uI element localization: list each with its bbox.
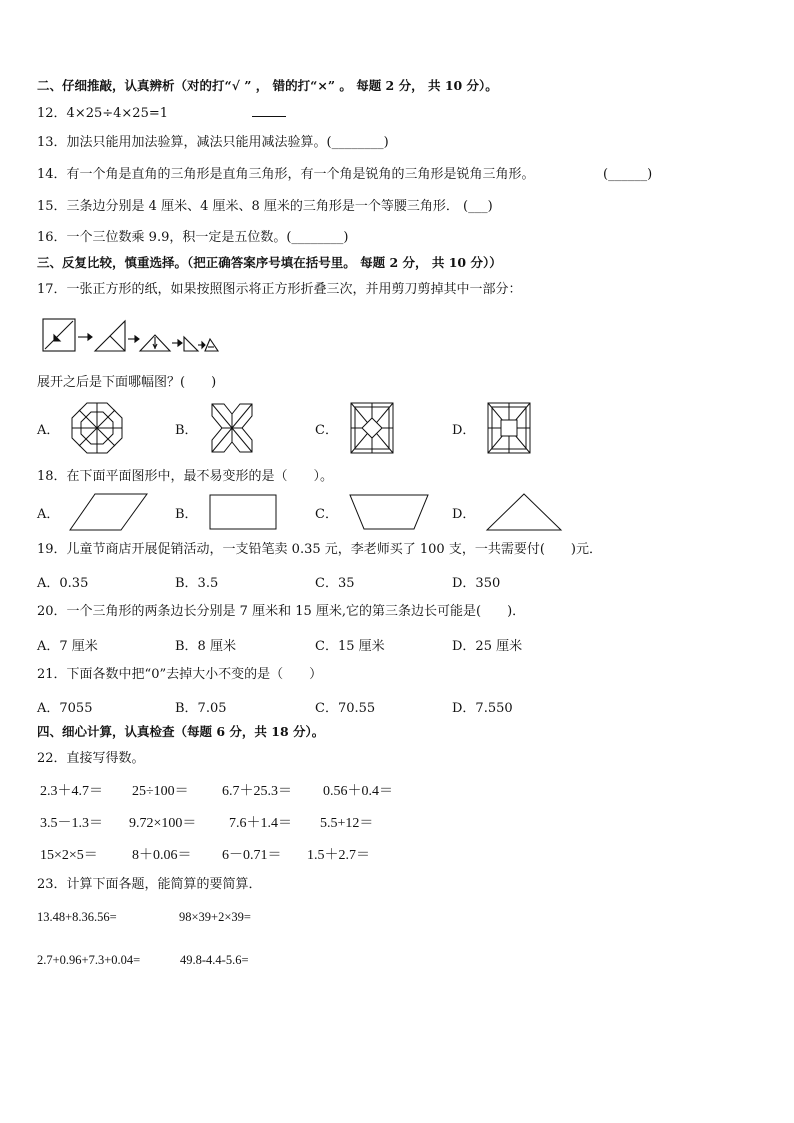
option-19-d[interactable]: D．350 — [452, 576, 501, 591]
option-label: D． — [452, 422, 476, 438]
square-diamond-figure — [348, 400, 396, 456]
simplify-item[interactable]: 49.8-4.4-5.6= — [180, 953, 249, 967]
option-20-a[interactable]: A．7 厘米 — [37, 639, 98, 654]
option-17-b[interactable] — [175, 398, 256, 458]
question-17-options — [37, 398, 757, 458]
question-12 — [37, 104, 286, 123]
question-14 — [37, 166, 653, 184]
option-21-c[interactable]: C．70.55 — [315, 701, 376, 716]
calc-item[interactable]: 6－0.71＝ — [222, 848, 282, 863]
octagon-figure — [69, 400, 125, 456]
option-17-c[interactable] — [315, 398, 396, 458]
answer-blank[interactable] — [252, 104, 286, 117]
simplify-item[interactable]: 98×39+2×39= — [179, 910, 251, 924]
option-19-c[interactable]: C．35 — [315, 576, 355, 591]
question-19: 19．儿童节商店开展促销活动，一支铅笔卖 0.35 元，李老师买了 100 支，一共需要付( )元． — [37, 542, 602, 557]
simplify-item[interactable]: 13.48+8.36.56= — [37, 910, 117, 924]
cross-cut-figure — [208, 400, 256, 456]
section-3-heading: 三、反复比较，慎重选择。（把正确答案序号填在括号里。 每题 2 分， 共 10 分）） — [37, 255, 502, 270]
calc-item[interactable]: 15×2×5＝ — [40, 848, 98, 863]
section-2-heading: 二、仔细推敲，认真辨析（对的打“√ ” ， 错的打“×” 。 每题 2 分， 共 10 分）。 — [37, 78, 498, 93]
option-20-c[interactable]: C．15 厘米 — [315, 639, 385, 654]
calc-item[interactable]: 5.5+12＝ — [320, 816, 374, 831]
option-21-a[interactable]: A．7055 — [37, 701, 93, 716]
fold-step-cut — [205, 339, 218, 351]
calc-item[interactable]: 2.3＋4.7＝ — [40, 784, 103, 799]
calc-item[interactable]: 1.5＋2.7＝ — [307, 848, 370, 863]
option-18-c[interactable] — [315, 490, 430, 534]
calc-item[interactable]: 9.72×100＝ — [129, 816, 197, 831]
question-13: 13．加法只能用加法验算，减法只能用减法验算。(________) — [37, 135, 389, 150]
question-20: 20．一个三角形的两条边长分别是 7 厘米和 15 厘米,它的第三条边长可能是( )． — [37, 604, 526, 619]
option-label: C． — [315, 506, 338, 522]
section-4-heading: 四、细心计算，认真检查（每题 6 分，共 18 分）。 — [37, 724, 325, 739]
option-19-a[interactable]: A．0.35 — [37, 576, 89, 591]
question-12-text: 12．4×25÷4×25=1 — [37, 106, 169, 121]
option-label: A． — [37, 422, 60, 438]
option-18-d[interactable] — [452, 490, 563, 534]
option-20-b[interactable]: B．8 厘米 — [175, 639, 236, 654]
question-16: 16．一个三位数乘 9.9，积一定是五位数。(________) — [37, 230, 349, 245]
fold-step-triangle-3 — [184, 337, 198, 351]
square-inner-square-figure — [485, 400, 533, 456]
simplify-item[interactable]: 2.7+0.96+7.3+0.04= — [37, 953, 141, 967]
option-19-b[interactable]: B．3.5 — [175, 576, 219, 591]
question-18: 18．在下面平面图形中，最不易变形的是（ ）。 — [37, 469, 334, 484]
option-18-b[interactable] — [175, 490, 278, 534]
calc-item[interactable]: 6.7＋25.3＝ — [222, 784, 292, 799]
option-21-b[interactable]: B．7.05 — [175, 701, 227, 716]
option-label: C． — [315, 422, 338, 438]
option-label: D． — [452, 506, 476, 522]
option-20-d[interactable]: D．25 厘米 — [452, 639, 523, 654]
option-17-d[interactable] — [452, 398, 533, 458]
folding-steps-diagram — [40, 315, 220, 357]
calc-item[interactable]: 0.56＋0.4＝ — [323, 784, 393, 799]
option-label: B． — [175, 506, 198, 522]
calc-item[interactable]: 8＋0.06＝ — [132, 848, 192, 863]
question-21: 21．下面各数中把“0”去掉大小不变的是（ ） — [37, 667, 323, 682]
rectangle-shape — [208, 491, 278, 533]
question-17-prompt: 展开之后是下面哪幅图？( ) — [37, 375, 217, 390]
question-17: 17．一张正方形的纸，如果按照图示将正方形折叠三次，并用剪刀剪掉其中一部分： — [37, 282, 522, 297]
calc-item[interactable]: 7.6＋1.4＝ — [229, 816, 292, 831]
option-label: B． — [175, 422, 198, 438]
option-label: A． — [37, 506, 60, 522]
question-14-blank[interactable]: (______) — [603, 167, 653, 182]
triangle-shape — [485, 491, 563, 533]
question-18-options — [37, 490, 757, 534]
option-21-d[interactable]: D．7.550 — [452, 701, 513, 716]
parallelogram-shape — [69, 491, 149, 533]
question-23: 23．计算下面各题，能简算的要简算． — [37, 877, 262, 892]
trapezoid-shape — [348, 491, 430, 533]
calc-item[interactable]: 3.5－1.3＝ — [40, 816, 103, 831]
option-17-a[interactable] — [37, 398, 125, 458]
calc-item[interactable]: 25÷100＝ — [132, 784, 189, 799]
option-18-a[interactable] — [37, 490, 149, 534]
question-14-text: 14．有一个角是直角的三角形是直角三角形，有一个角是锐角的三角形是锐角三角形。 — [37, 167, 535, 182]
question-15: 15．三条边分别是 4 厘米、4 厘米、8 厘米的三角形是一个等腰三角形． (___) — [37, 199, 493, 214]
question-22: 22．直接写得数。 — [37, 751, 145, 766]
